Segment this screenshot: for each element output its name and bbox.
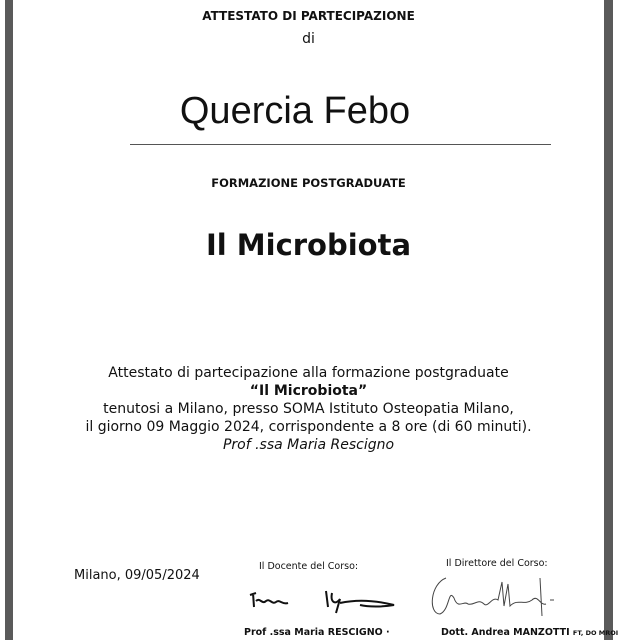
left-border: [5, 0, 13, 640]
participant-name: Quercia Febo: [179, 90, 411, 132]
body-teacher: Prof .ssa Maria Rescigno: [222, 437, 395, 453]
body-line-3: tenutosi a Milano, presso SOMA Istituto Osteopatia Milano,: [103, 401, 514, 417]
category: FORMAZIONE POSTGRADUATE: [211, 176, 406, 190]
teacher-signature: [248, 585, 398, 615]
director-name: Dott. Andrea MANZOTTI FT, DO MROI: [441, 627, 619, 638]
certificate-body: [13, 364, 604, 454]
body-line-4: il giorno 09 Maggio 2024, corrispondente a 8 ore (di 60 minuti).: [85, 419, 532, 435]
body-line-1: Attestato di partecipazione alla formazione postgraduate: [108, 365, 509, 381]
name-underline: [130, 144, 551, 145]
director-title-suffix: FT, DO MROI: [572, 629, 619, 637]
teacher-name: Prof .ssa Maria RESCIGNO ·: [244, 627, 390, 638]
director-signature: [428, 570, 568, 620]
course-title: Il Microbiota: [205, 228, 412, 262]
place-date: Milano, 09/05/2024: [74, 568, 200, 583]
body-course: “Il Microbiota”: [249, 383, 368, 399]
teacher-label: Il Docente del Corso:: [259, 561, 359, 572]
of-text: di: [302, 31, 315, 47]
right-border: [604, 0, 613, 640]
certificate-heading: ATTESTATO DI PARTECIPAZIONE: [202, 9, 415, 23]
director-label: Il Direttore del Corso:: [446, 558, 548, 569]
